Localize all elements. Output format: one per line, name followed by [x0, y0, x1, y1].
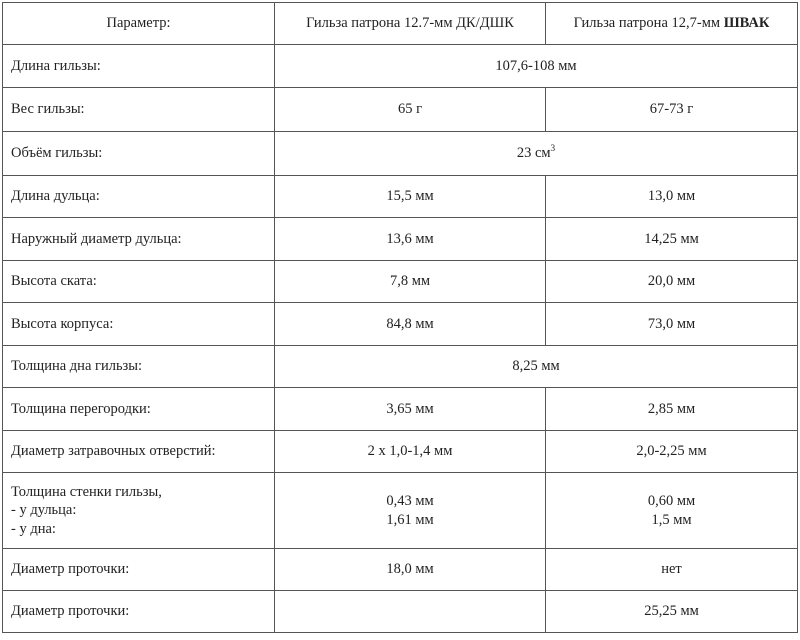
- header-dk-dshk-case: Гильза патрона 12.7-мм ДК/ДШК: [275, 3, 546, 45]
- row-label: Высота корпуса:: [3, 303, 275, 346]
- header-shvak-prefix: Гильза патрона 12,7-мм: [573, 15, 724, 31]
- table-row: [3, 218, 798, 261]
- header-parameter: Параметр:: [3, 3, 275, 45]
- value-shvak: 20,0 мм: [546, 261, 798, 303]
- row-label: Диаметр проточки:: [3, 549, 275, 591]
- row-label: Объём гильзы:: [3, 132, 275, 176]
- value-dk-dshk: 65 г: [275, 88, 546, 132]
- value-dk-dshk: 3,65 мм: [275, 388, 546, 431]
- value-shvak: 2,85 мм: [546, 388, 798, 431]
- merged-value: 8,25 мм: [275, 346, 798, 388]
- label-line: - у дульца:: [11, 502, 77, 519]
- value-shvak: 73,0 мм: [546, 303, 798, 346]
- table-row: [3, 45, 798, 88]
- table-row: [3, 346, 798, 388]
- row-label: Длина дульца:: [3, 176, 275, 218]
- value-line: 0,60 мм: [647, 493, 696, 510]
- table-header-row: [3, 3, 798, 45]
- value-shvak: 2,0-2,25 мм: [546, 431, 798, 473]
- row-label: Толщина перегородки:: [3, 388, 275, 431]
- value-shvak: 14,25 мм: [546, 218, 798, 261]
- row-label-multiline: [3, 473, 275, 549]
- table-row: [3, 303, 798, 346]
- row-label: Наружный диаметр дульца:: [3, 218, 275, 261]
- table-row: [3, 132, 798, 176]
- value-shvak-multiline: [546, 473, 798, 549]
- header-shvak-bold: ШВАК: [723, 15, 770, 31]
- header-shvak-case: [546, 3, 798, 45]
- label-line: Толщина стенки гильзы,: [11, 484, 162, 501]
- value-dk-dshk: 84,8 мм: [275, 303, 546, 346]
- table-row-wall-thickness: [3, 473, 798, 549]
- merged-value: 107,6-108 мм: [275, 45, 798, 88]
- value-dk-dshk: 18,0 мм: [275, 549, 546, 591]
- row-label: Длина гильзы:: [3, 45, 275, 88]
- label-line: - у дна:: [11, 520, 56, 537]
- row-label: Диаметр проточки:: [3, 591, 275, 633]
- value-shvak: 25,25 мм: [546, 591, 798, 633]
- volume-exponent: 3: [550, 143, 556, 154]
- table-row: [3, 549, 798, 591]
- value-dk-dshk-multiline: [275, 473, 546, 549]
- table-row: [3, 591, 798, 633]
- table-row: [3, 261, 798, 303]
- value-dk-dshk: 15,5 мм: [275, 176, 546, 218]
- row-label: Высота ската:: [3, 261, 275, 303]
- value-dk-dshk: 13,6 мм: [275, 218, 546, 261]
- value-line: 1,61 мм: [386, 511, 434, 528]
- table-row: [3, 388, 798, 431]
- specifications-table: [2, 2, 798, 633]
- table-row: [3, 176, 798, 218]
- value-line: 0,43 мм: [386, 493, 434, 510]
- table-row: [3, 88, 798, 132]
- merged-value: [275, 132, 798, 176]
- row-label: Диаметр затравочных отверстий:: [3, 431, 275, 473]
- volume-value: 23 см: [516, 145, 551, 161]
- value-dk-dshk: [275, 591, 546, 633]
- value-dk-dshk: 2 х 1,0-1,4 мм: [275, 431, 546, 473]
- row-label: Толщина дна гильзы:: [3, 346, 275, 388]
- value-shvak: 13,0 мм: [546, 176, 798, 218]
- value-shvak: нет: [546, 549, 798, 591]
- value-line: 1,5 мм: [651, 511, 692, 528]
- row-label: Вес гильзы:: [3, 88, 275, 132]
- value-shvak: 67-73 г: [546, 88, 798, 132]
- value-dk-dshk: 7,8 мм: [275, 261, 546, 303]
- table-row: [3, 431, 798, 473]
